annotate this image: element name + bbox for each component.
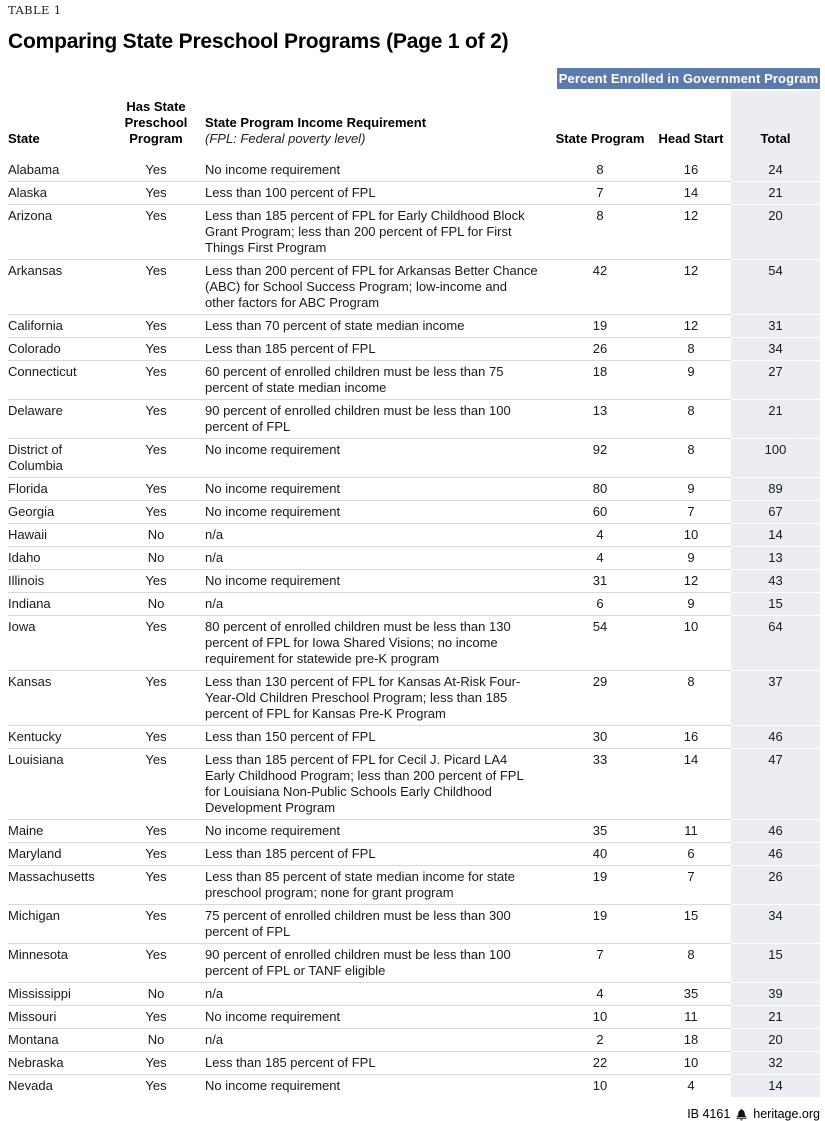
cell-state-program: 92 <box>549 439 651 478</box>
cell-state: Michigan <box>8 905 117 944</box>
cell-state: Georgia <box>8 501 117 524</box>
cell-state: Nebraska <box>8 1052 117 1075</box>
cell-total: 39 <box>731 983 820 1006</box>
cell-state-program: 35 <box>549 820 651 843</box>
cell-total: 43 <box>731 570 820 593</box>
cell-has-program: Yes <box>117 182 195 205</box>
cell-requirement: No income requirement <box>195 820 549 843</box>
cell-state-program: 31 <box>549 570 651 593</box>
cell-has-program: Yes <box>145 1078 167 1093</box>
footer <box>8 1107 820 1121</box>
cell-state: Massachusetts <box>8 866 117 905</box>
cell-state-program: 33 <box>549 749 651 820</box>
cell-state-program: 19 <box>549 315 651 338</box>
cell-total: 46 <box>731 843 820 866</box>
cell-requirement: Less than 130 percent of FPL for Kansas At-Risk Four-Year-Old Children Preschool Program; less than 185 percent of FPL for Kansas Pre-K Program <box>195 671 549 726</box>
table-row <box>8 159 820 182</box>
table-row <box>8 547 820 570</box>
cell-requirement: 75 percent of enrolled children must be less than 300 percent of FPL <box>195 905 549 944</box>
cell-state: Minnesota <box>8 944 117 983</box>
cell-has-program: Yes <box>117 1052 195 1075</box>
cell-requirement: 90 percent of enrolled children must be less than 100 percent of FPL or TANF eligible <box>195 944 549 983</box>
cell-state: Idaho <box>8 547 117 570</box>
footer-doc-id: IB 4161 <box>687 1107 731 1121</box>
cell-requirement: No income requirement <box>195 1006 549 1029</box>
table-row <box>8 1029 820 1052</box>
cell-head-start: 12 <box>651 315 731 338</box>
cell-requirement: n/a <box>195 593 549 616</box>
cell-total: 14 <box>731 1075 820 1098</box>
cell-total: 100 <box>731 439 820 478</box>
cell-state: Maine <box>8 820 117 843</box>
cell-total: 64 <box>731 616 820 671</box>
cell-total: 34 <box>731 905 820 944</box>
banner-cell <box>549 68 820 91</box>
cell-has-program: Yes <box>117 1006 195 1029</box>
table-row <box>8 400 820 439</box>
cell-has-program: Yes <box>117 616 195 671</box>
cell-total: 54 <box>731 260 820 315</box>
cell-state-program: 8 <box>549 205 651 260</box>
cell-has-program: Yes <box>117 159 195 182</box>
cell-head-start: 6 <box>651 843 731 866</box>
cell-state-program: 60 <box>549 501 651 524</box>
cell-state: Alabama <box>8 159 117 182</box>
cell-total: 37 <box>731 671 820 726</box>
cell-total: 24 <box>731 159 820 182</box>
cell-state-program: 4 <box>549 524 651 547</box>
cell-total: 13 <box>731 547 820 570</box>
cell-total: 46 <box>731 726 820 749</box>
cell-head-start: 8 <box>651 439 731 478</box>
liberty-bell-icon <box>735 1108 748 1121</box>
cell-state-program: 4 <box>549 547 651 570</box>
cell-has-program: Yes <box>117 866 195 905</box>
table-row <box>8 361 820 400</box>
cell-state: Florida <box>8 478 117 501</box>
cell-state: Arizona <box>8 205 117 260</box>
table-row <box>8 843 820 866</box>
cell-has-program: Yes <box>117 205 195 260</box>
cell-state: Indiana <box>8 593 117 616</box>
cell-head-start: 7 <box>651 501 731 524</box>
banner-row <box>8 68 820 91</box>
cell-state-program: 19 <box>549 905 651 944</box>
banner-spacer <box>8 68 549 91</box>
cell-state: Nevada <box>8 1078 53 1093</box>
col-header-requirement <box>195 91 549 159</box>
cell-requirement: Less than 100 percent of FPL <box>195 182 549 205</box>
cell-total: 20 <box>731 1029 820 1052</box>
cell-state: Arkansas <box>8 260 117 315</box>
cell-has-program: Yes <box>117 944 195 983</box>
table-row <box>8 570 820 593</box>
cell-head-start: 14 <box>651 182 731 205</box>
table-label: TABLE 1 <box>8 3 62 17</box>
cell-has-program: Yes <box>117 726 195 749</box>
cell-state: Louisiana <box>8 749 117 820</box>
cell-requirement: No income requirement <box>195 501 549 524</box>
table-row <box>8 439 820 478</box>
cell-requirement: Less than 185 percent of FPL <box>195 1052 549 1075</box>
table-row <box>8 726 820 749</box>
cell-total: 67 <box>731 501 820 524</box>
cell-state: Colorado <box>8 338 117 361</box>
table-row <box>8 749 820 820</box>
col-header-head-start: Head Start <box>658 131 724 146</box>
table-row <box>8 260 820 315</box>
cell-requirement: n/a <box>195 983 549 1006</box>
cell-has-program: Yes <box>117 260 195 315</box>
cell-requirement: 60 percent of enrolled children must be less than 75 percent of state median income <box>195 361 549 400</box>
cell-total: 15 <box>731 944 820 983</box>
cell-state-program: 10 <box>549 1006 651 1029</box>
cell-total: 32 <box>731 1052 820 1075</box>
cell-has-program: No <box>117 983 195 1006</box>
cell-head-start: 12 <box>651 570 731 593</box>
cell-head-start: 9 <box>651 361 731 400</box>
cell-has-program: Yes <box>117 478 195 501</box>
cell-has-program: Yes <box>117 501 195 524</box>
cell-state-program: 80 <box>549 478 651 501</box>
cell-state: Illinois <box>8 570 117 593</box>
table-row <box>8 315 820 338</box>
cell-total: 31 <box>731 315 820 338</box>
cell-head-start: 15 <box>651 905 731 944</box>
col-header-has-program: Has State Preschool Program <box>124 99 188 146</box>
cell-head-start: 9 <box>651 478 731 501</box>
cell-has-program: No <box>117 1029 195 1052</box>
cell-requirement: n/a <box>195 547 549 570</box>
cell-requirement: No income requirement <box>195 570 549 593</box>
cell-head-start: 10 <box>651 524 731 547</box>
cell-has-program: No <box>117 593 195 616</box>
cell-requirement: No income requirement <box>195 478 549 501</box>
cell-state: Kansas <box>8 671 117 726</box>
cell-requirement: n/a <box>195 524 549 547</box>
cell-requirement: No income requirement <box>195 159 549 182</box>
table-row <box>8 944 820 983</box>
table-header <box>8 68 820 159</box>
table-body <box>8 159 820 1097</box>
cell-state-program: 26 <box>549 338 651 361</box>
cell-state-program: 2 <box>549 1029 651 1052</box>
col-header-total: Total <box>731 91 820 159</box>
cell-has-program: Yes <box>117 905 195 944</box>
cell-state-program: 13 <box>549 400 651 439</box>
page-title: Comparing State Preschool Programs (Page 1 of 2) <box>8 30 509 53</box>
cell-state-program: 6 <box>549 593 651 616</box>
cell-head-start: 35 <box>651 983 731 1006</box>
cell-head-start: 14 <box>651 749 731 820</box>
cell-state-program: 4 <box>549 983 651 1006</box>
cell-requirement: 80 percent of enrolled children must be less than 130 percent of FPL for Iowa Shared Visions; no income requirement for statewide pre-K program <box>195 616 549 671</box>
cell-has-program: Yes <box>117 400 195 439</box>
cell-requirement: Less than 185 percent of FPL for Cecil J. Picard LA4 Early Childhood Program; less than 200 percent of FPL for Louisiana Non-Public Schools Early Childhood Development Program <box>195 749 549 820</box>
table-row <box>8 524 820 547</box>
cell-state: Kentucky <box>8 726 117 749</box>
cell-state: Missouri <box>8 1006 117 1029</box>
cell-head-start: 7 <box>651 866 731 905</box>
cell-total: 14 <box>731 524 820 547</box>
cell-state: Montana <box>8 1029 117 1052</box>
cell-requirement: 90 percent of enrolled children must be less than 100 percent of FPL <box>195 400 549 439</box>
cell-total: 46 <box>731 820 820 843</box>
cell-requirement: Less than 85 percent of state median income for state preschool program; none for grant program <box>195 866 549 905</box>
table-row <box>8 671 820 726</box>
cell-total: 21 <box>731 182 820 205</box>
cell-head-start: 8 <box>651 400 731 439</box>
cell-head-start: 12 <box>651 260 731 315</box>
col-header-state: State <box>8 131 40 146</box>
table-row <box>8 478 820 501</box>
cell-requirement: Less than 200 percent of FPL for Arkansas Better Chance (ABC) for School Success Program; low-income and other factors for ABC Program <box>195 260 549 315</box>
cell-state-program: 42 <box>549 260 651 315</box>
cell-state-program: 40 <box>549 843 651 866</box>
cell-requirement: No income requirement <box>195 439 549 478</box>
cell-has-program: No <box>117 524 195 547</box>
footer-site: heritage.org <box>753 1107 820 1121</box>
banner-percent-enrolled: Percent Enrolled in Government Program <box>557 68 820 89</box>
cell-head-start: 18 <box>651 1029 731 1052</box>
cell-requirement: n/a <box>195 1029 549 1052</box>
cell-state: Alaska <box>8 182 117 205</box>
cell-state-program: 7 <box>549 944 651 983</box>
cell-state-program: 10 <box>592 1078 608 1093</box>
cell-state: Connecticut <box>8 361 117 400</box>
cell-head-start: 12 <box>651 205 731 260</box>
cell-requirement: Less than 150 percent of FPL <box>195 726 549 749</box>
cell-total: 89 <box>731 478 820 501</box>
table-row <box>8 1006 820 1029</box>
cell-has-program: Yes <box>117 843 195 866</box>
cell-has-program: Yes <box>117 315 195 338</box>
cell-requirement: Less than 185 percent of FPL <box>195 843 549 866</box>
cell-head-start: 10 <box>651 1052 731 1075</box>
cell-head-start: 8 <box>651 338 731 361</box>
cell-head-start: 8 <box>651 944 731 983</box>
table-row <box>8 1075 820 1098</box>
col-header-requirement-title: State Program Income Requirement <box>205 115 427 130</box>
cell-head-start: 8 <box>651 671 731 726</box>
table-row <box>8 205 820 260</box>
preschool-comparison-table <box>8 68 820 1097</box>
cell-has-program: Yes <box>117 338 195 361</box>
cell-total: 34 <box>731 338 820 361</box>
cell-total: 21 <box>731 1006 820 1029</box>
cell-head-start: 11 <box>651 820 731 843</box>
cell-total: 47 <box>731 749 820 820</box>
table-row <box>8 1052 820 1075</box>
cell-has-program: Yes <box>117 570 195 593</box>
table-row <box>8 501 820 524</box>
cell-total: 15 <box>731 593 820 616</box>
cell-state-program: 29 <box>549 671 651 726</box>
table-row <box>8 593 820 616</box>
cell-state-program: 7 <box>549 182 651 205</box>
cell-state-program: 30 <box>549 726 651 749</box>
cell-state: California <box>8 315 117 338</box>
cell-has-program: Yes <box>117 439 195 478</box>
cell-requirement: Less than 185 percent of FPL <box>195 338 549 361</box>
table-row <box>8 338 820 361</box>
cell-requirement: Less than 70 percent of state median income <box>195 315 549 338</box>
cell-total: 21 <box>731 400 820 439</box>
cell-head-start: 11 <box>651 1006 731 1029</box>
cell-state: District of Columbia <box>8 439 117 478</box>
cell-total: 27 <box>731 361 820 400</box>
cell-state-program: 19 <box>549 866 651 905</box>
table-row <box>8 820 820 843</box>
cell-has-program: Yes <box>117 820 195 843</box>
cell-state-program: 54 <box>549 616 651 671</box>
cell-state-program: 8 <box>549 159 651 182</box>
table-row <box>8 905 820 944</box>
cell-total: 26 <box>731 866 820 905</box>
cell-head-start: 9 <box>651 593 731 616</box>
column-header-row <box>8 91 820 159</box>
cell-requirement: No income requirement <box>205 1078 341 1093</box>
col-header-state-program: State Program <box>555 131 645 146</box>
cell-state: Hawaii <box>8 524 117 547</box>
table-row <box>8 866 820 905</box>
cell-state: Delaware <box>8 400 117 439</box>
cell-head-start: 16 <box>651 159 731 182</box>
cell-total: 20 <box>731 205 820 260</box>
cell-state: Maryland <box>8 843 117 866</box>
cell-state-program: 22 <box>549 1052 651 1075</box>
table-row <box>8 182 820 205</box>
table-row <box>8 616 820 671</box>
cell-state-program: 18 <box>549 361 651 400</box>
table-row <box>8 983 820 1006</box>
cell-state: Iowa <box>8 616 117 671</box>
cell-has-program: Yes <box>117 671 195 726</box>
cell-has-program: Yes <box>117 361 195 400</box>
col-header-requirement-subtitle: (FPL: Federal poverty level) <box>205 131 366 146</box>
cell-state: Mississippi <box>8 983 117 1006</box>
cell-head-start: 4 <box>687 1078 695 1093</box>
cell-head-start: 10 <box>651 616 731 671</box>
cell-has-program: Yes <box>117 749 195 820</box>
cell-requirement: Less than 185 percent of FPL for Early Childhood Block Grant Program; less than 200 percent of FPL for First Things First Program <box>195 205 549 260</box>
cell-has-program: No <box>117 547 195 570</box>
cell-head-start: 16 <box>651 726 731 749</box>
cell-head-start: 9 <box>651 547 731 570</box>
